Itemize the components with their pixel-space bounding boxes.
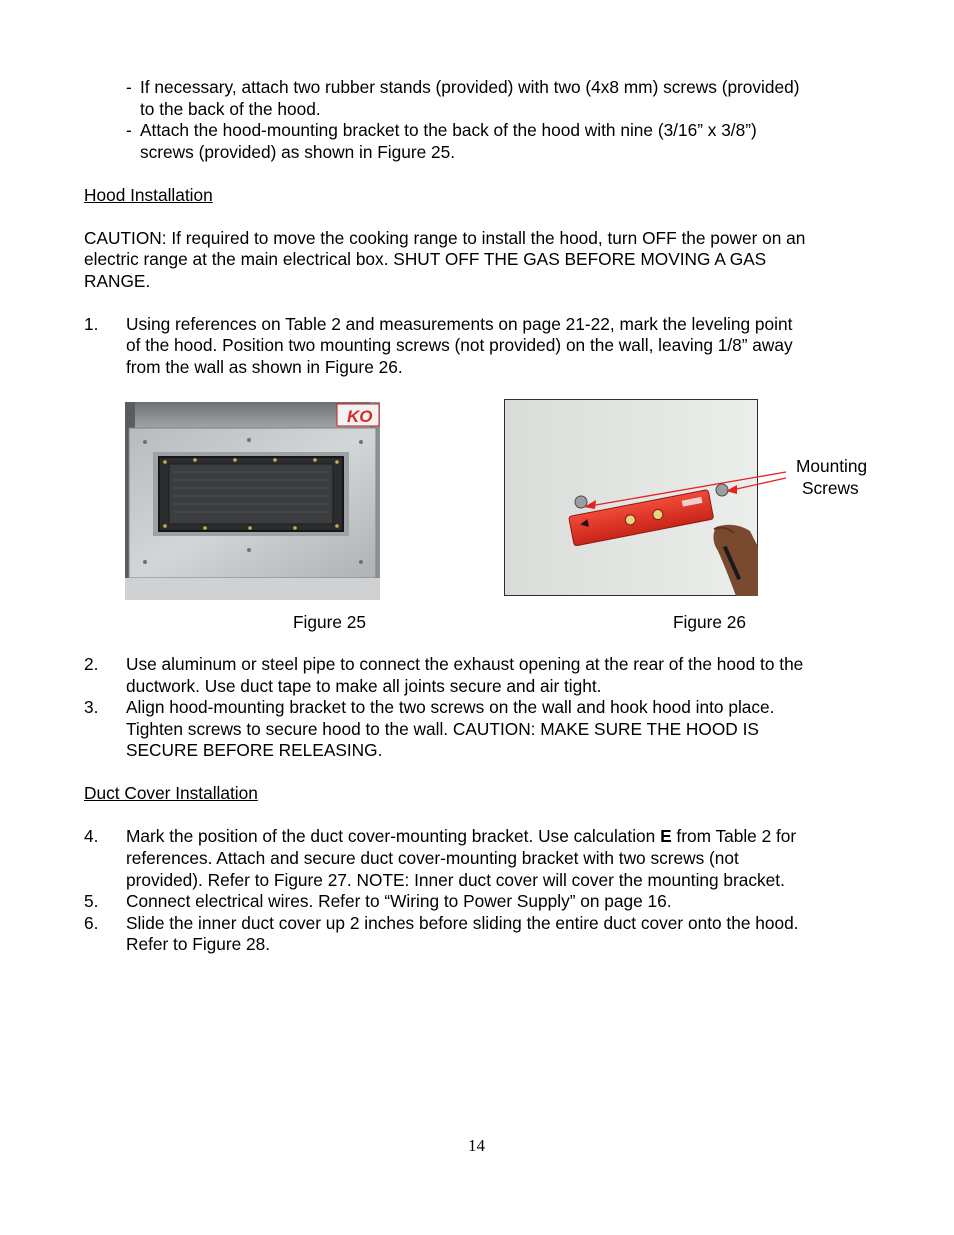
figure-25-caption: Figure 25 (293, 612, 367, 632)
step-text: Use aluminum or steel pipe to connect the exhaust opening at the rear of the hood to the (126, 654, 804, 674)
step-text: Slide the inner duct cover up 2 inches before sliding the entire duct cover onto the hood. (126, 913, 799, 933)
step-number: 4. (84, 826, 99, 846)
step-number: 5. (84, 891, 99, 911)
step-number: 6. (84, 913, 99, 933)
bullet-text: Attach the hood-mounting bracket to the back of the hood with nine (3/16” x 3/8”) (140, 120, 757, 140)
section-heading-hood-installation: Hood Installation (84, 185, 213, 205)
step-text: Using references on Table 2 and measurements on page 21-22, mark the leveling point (126, 314, 793, 334)
bullet-text: to the back of the hood. (140, 99, 321, 119)
step-text: of the hood. Position two mounting screws (not provided) on the wall, leaving 1/8” away (126, 335, 793, 355)
step-text: Align hood-mounting bracket to the two screws on the wall and hook hood into place. (126, 697, 775, 717)
bullet-marker: - (126, 77, 132, 97)
caution-line: RANGE. (84, 271, 151, 291)
mounting-screws-callout-arrows (560, 460, 800, 530)
caution-line: electric range at the main electrical box. SHUT OFF THE GAS BEFORE MOVING A GAS (84, 249, 767, 269)
step-text: Tighten screws to secure hood to the wall. CAUTION: MAKE SURE THE HOOD IS (126, 719, 759, 739)
bullet-marker: - (126, 120, 132, 140)
figure-25-photo (125, 402, 380, 600)
step-number: 2. (84, 654, 99, 674)
step-text: provided). Refer to Figure 27. NOTE: Inner duct cover will cover the mounting bracket. (126, 870, 785, 890)
section-heading-duct-cover: Duct Cover Installation (84, 783, 258, 803)
page-number: 14 (468, 1136, 485, 1155)
hood-back-illustration (125, 402, 380, 600)
caution-line: CAUTION: If required to move the cooking range to install the hood, turn OFF the power on an (84, 228, 806, 248)
calculation-letter: E (660, 826, 672, 846)
step-text (126, 826, 796, 847)
step-text: from the wall as shown in Figure 26. (126, 357, 403, 377)
bullet-text: screws (provided) as shown in Figure 25. (140, 142, 456, 162)
callout-label-line1: Mounting (796, 456, 868, 476)
step-text: SECURE BEFORE RELEASING. (126, 740, 383, 760)
figure-26-caption: Figure 26 (673, 612, 747, 632)
step-text-part: from Table 2 for (671, 826, 797, 846)
step-text: references. Attach and secure duct cover-mounting bracket with two screws (not (126, 848, 739, 868)
bullet-text: If necessary, attach two rubber stands (provided) with two (4x8 mm) screws (provided) (140, 77, 800, 97)
step-text: Refer to Figure 28. (126, 934, 271, 954)
step-number: 1. (84, 314, 99, 334)
step-text-part: Mark the position of the duct cover-mounting bracket. Use calculation (126, 826, 661, 846)
callout-label-line2: Screws (802, 478, 859, 498)
step-number: 3. (84, 697, 99, 717)
sign-text: KO (347, 407, 373, 426)
step-text: ductwork. Use duct tape to make all joints secure and air tight. (126, 676, 602, 696)
step-text: Connect electrical wires. Refer to “Wiring to Power Supply” on page 16. (126, 891, 672, 911)
